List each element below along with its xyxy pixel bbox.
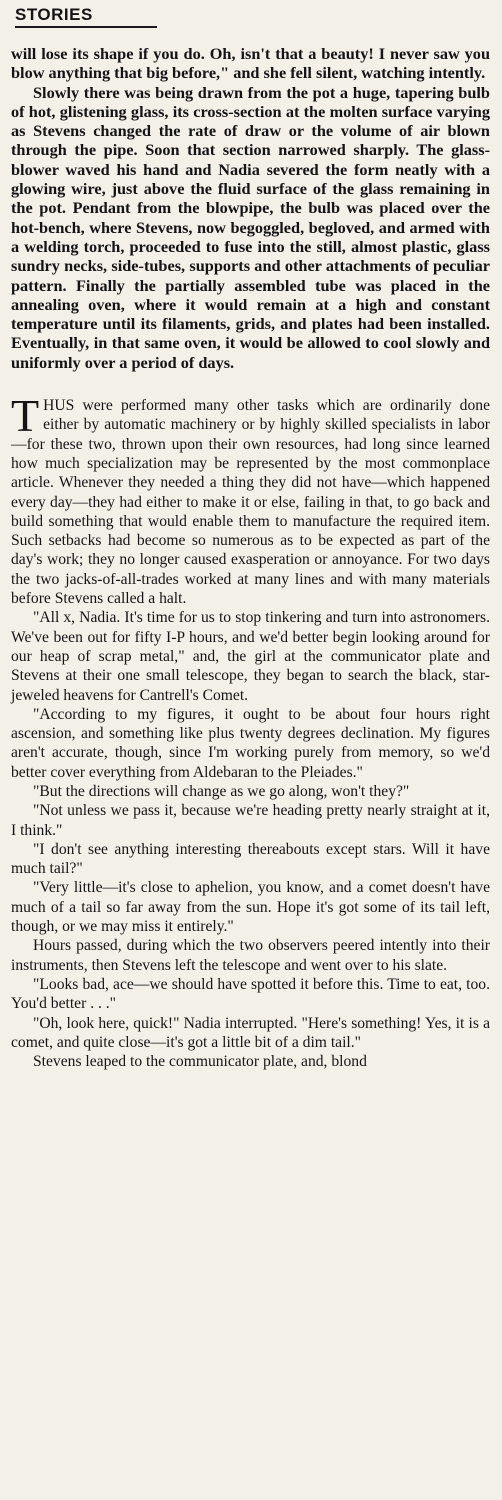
opening-paragraph-text: HUS were performed many other tasks which are ordinarily done either by automatic machinery or by highly skilled specialists in labor—for these two, thrown upon their own resources, had long since learned how much specialization may be represented by the most commonplace article. Whenever they needed a thing they did not have—which happened every day—they had either to make it or else, failing in that, to go back and build something that would enable them to manufacture the required item. Such setbacks had become so numerous as to be expected as part of the day's work; they no longer caused exasperation or annoyance. For two days the two jacks-of-all-trades worked at many lines and with many materials before Stevens called a halt. — [11, 397, 490, 608]
paragraph: "Oh, look here, quick!" Nadia interrupted. "Here's something! Yes, it is a comet, and quite close—it's got a little bit of a dim tail." — [11, 1014, 490, 1051]
story-section-1 — [11, 44, 490, 372]
opening-paragraph — [11, 390, 490, 608]
section-break — [11, 372, 490, 396]
paragraph: "According to my figures, it ought to be about four hours right ascension, and something like plus twenty degrees declination. My figures aren't accurate, though, since I'm working purely from memory, so we'd better cover everything from Aldebaran to the Pleiades." — [11, 705, 490, 781]
paragraph: "But the directions will change as we go along, won't they?" — [33, 782, 410, 800]
paragraph: "All x, Nadia. It's time for us to stop tinkering and turn into astronomers. We've been out for fifty I-P hours, and we'd better begin looking around for our heap of scrap metal," and, the girl at the communicator plate and Stevens at their one small telescope, they began to search the black, star-jeweled heavens for Cantrell's Comet. — [11, 609, 490, 704]
paragraph: Stevens leaped to the communicator plate, and, blond — [33, 1053, 367, 1071]
paragraph: Hours passed, during which the two observers peered intently into their instruments, then Stevens left the telescope and went over to his slate. — [11, 937, 490, 974]
paragraph: "I don't see anything interesting thereabouts except stars. Will it have much tail?" — [11, 840, 490, 878]
paragraph: Slowly there was being drawn from the pot a huge, tapering bulb of hot, glistening glass, its cross-section at the molten surface varying as Stevens changed the rate of draw or the volume of air blown through the pipe. Soon that section narrowed sharply. The glass-blower waved his hand and Nadia severed the form neatly with a glowing wire, just above the fluid surface of the glass remaining in the pot. Pendant from the blowpipe, the bulb was placed over the hot-bench, where Stevens, now begoggled, begloved, and armed with a welding torch, proceeded to fuse into the still, almost plastic, glass sundry necks, side-tubes, supports and other attachments of peculiar pattern. Finally the partially assembled tube was placed in the annealing oven, where it would remain at a high and constant temperature until its filaments, grids, and plates had been installed. Eventually, in that same oven, it would be allowed to cool slowly and uniformly over a period of days. — [11, 82, 490, 372]
paragraph: will lose its shape if you do. Oh, isn't that a beauty! I never saw you blow anything that big before," and she fell silent, watching intently. — [11, 44, 490, 83]
paragraph: "Not unless we pass it, because we're heading pretty nearly straight at it, I think." — [11, 802, 490, 839]
section-label: STORIES — [15, 5, 93, 24]
paragraph: "Very little—it's close to aphelion, you know, and a comet doesn't have much of a tail so far away from the sun. Hope it's got some of its tail left, though, or we may miss it entirely." — [11, 879, 490, 936]
drop-cap: T — [11, 390, 40, 442]
section-header — [15, 4, 157, 28]
story-section-2 — [11, 390, 490, 1071]
paragraph: "Looks bad, ace—we should have spotted it before this. Time to eat, too. You'd better . . ." — [11, 975, 490, 1013]
